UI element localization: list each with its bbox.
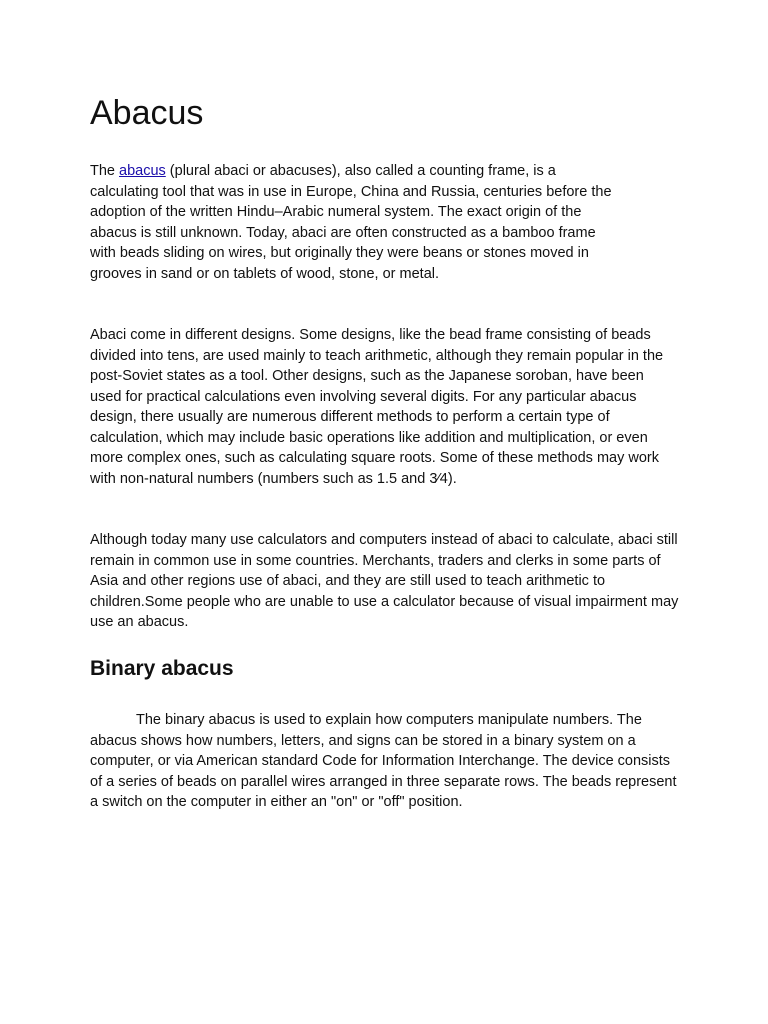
intro-paragraph bbox=[90, 161, 615, 284]
designs-paragraph: Abaci come in different designs. Some designs, like the bead frame consisting of beads divided into tens, are used mainly to teach arithmetic, although they remain popular in the post-Soviet states as a tool. Other designs, such as the Japanese soroban, have been used for practical calculations even involving several digits. For any particular abacus design, there usually are numerous different methods to perform a certain type of calculation, which may include basic operations like addition and multiplication, or even more complex ones, such as calculating square roots. Some of these methods may work with non-natural numbers (numbers such as 1.5 and 3⁄4). bbox=[90, 327, 664, 487]
intro-text-after-link: (plural abaci or abacuses), also called a counting frame, is a calculating tool that was in use in Europe, China and Russia, centuries before the adoption of the written Hindu–Arabic numeral system. The exact origin of the abacus is still unknown. Today, abaci are often constructed as a bamboo frame with beads sliding on wires, but originally they were beans or stones moved in grooves in sand or on tablets of wood, stone, or metal. bbox=[90, 163, 612, 282]
abacus-link[interactable]: abacus bbox=[119, 163, 166, 179]
usage-paragraph: Although today many use calculators and computers instead of abaci to calculate, abaci still remain in common use in some countries. Merchants, traders and clerks in some parts of Asia and other regions use of abaci, and they are still used to teach arithmetic to children.Some people who are unable to use a calculator because of visual impairment may use an abacus. bbox=[90, 532, 679, 630]
binary-abacus-heading: Binary abacus bbox=[90, 657, 234, 680]
intro-text-before-link: The bbox=[90, 163, 120, 179]
binary-abacus-paragraph: The binary abacus is used to explain how computers manipulate numbers. The abacus shows how numbers, letters, and signs can be stored in a binary system on a computer, or via American standard Code for Information Interchange. The device consists of a series of beads on parallel wires arranged in three separate rows. The beads represent a switch on the computer in either an "on" or "off" position. bbox=[90, 712, 677, 810]
document-title: Abacus bbox=[90, 94, 204, 132]
